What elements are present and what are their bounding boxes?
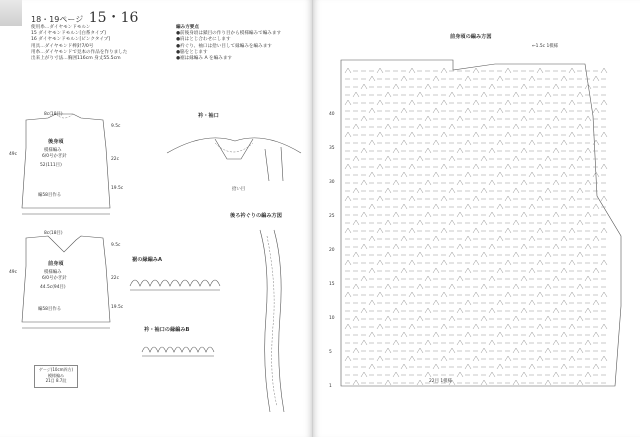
front-title: 前身頃: [48, 261, 64, 267]
back-title: 後身頃: [48, 139, 64, 145]
row-num: 30: [329, 180, 335, 185]
page-ref: 18・19ページ: [31, 15, 84, 24]
back-dim-1: 9.5c: [111, 124, 121, 129]
right-page: [313, 0, 640, 437]
front-width: 44.5c(94目): [40, 285, 66, 290]
edge-b-chart: [140, 338, 230, 360]
instruction-notes: [176, 25, 306, 62]
spec-line: 15 ダイヤモンドモルン[白系タイプ]: [31, 31, 106, 37]
repeat-top: ←1.5c 1模様: [532, 44, 559, 49]
note-line: ●衿ぐり、袖口は拾い目して縁編みを編みます: [176, 43, 272, 49]
front-hem: 編58目作る: [38, 307, 62, 312]
materials-spec: [31, 25, 176, 62]
back-hem: 編58目作る: [38, 193, 62, 198]
back-top: 8c(18目): [44, 112, 63, 117]
row-num: 35: [329, 146, 335, 151]
right-title: 前身頃の編み方図: [450, 34, 492, 40]
sleeve-title: 衿・袖口: [198, 113, 219, 119]
row-num: 15: [329, 282, 335, 287]
row-num: 1: [329, 384, 332, 389]
gauge-line1: 模様編み: [48, 372, 64, 378]
size-label: 15・16: [88, 10, 139, 26]
front-dim-3: 19.5c: [111, 305, 124, 310]
neck-title: 後ろ衿ぐりの編み方図: [230, 213, 282, 219]
row-num: 40: [329, 112, 335, 117]
front-top: 8c(18目): [44, 231, 63, 236]
front-dim-1: 9.5c: [111, 243, 121, 248]
gauge-line2: 21目 8.7段: [45, 378, 67, 383]
spec-line: 16 ダイヤモンドモルン[ピンクタイプ]: [31, 37, 111, 43]
spec-line: 使用糸…ダイヤモンドモルン: [31, 25, 91, 30]
note-line: ●肩はとじ合わせにします: [176, 37, 231, 43]
repeat-bottom: 22目 1模様: [429, 379, 452, 384]
gauge-title: ゲージ(10cm四方): [38, 367, 74, 372]
row-num: 20: [329, 248, 335, 253]
back-width: 52(111目): [40, 163, 62, 168]
row-num: 5: [329, 350, 332, 355]
back-sub2: 6/0号かぎ針: [42, 154, 67, 159]
left-page: [0, 0, 313, 437]
back-side: 49c: [9, 152, 18, 157]
row-num: 25: [329, 214, 335, 219]
edge-a-chart: [128, 268, 228, 298]
front-side: 49c: [9, 270, 18, 275]
sleeve-schematic: [165, 125, 305, 195]
notes-title: 編み方要点: [176, 25, 199, 30]
spec-line: 用糸…ダイヤモンドで見本の作品を作りました: [31, 49, 128, 55]
note-line: ●脇をとじます: [176, 49, 208, 55]
gauge-box: [34, 365, 78, 388]
note-line: ●前後身頃は鎖目の作り目から模様編みで編みます: [176, 31, 282, 37]
back-dim-3: 19.5c: [111, 186, 124, 191]
note-line: ●裾は縁編み A を編みます: [176, 56, 233, 62]
front-sub1: 模様編み: [44, 270, 62, 275]
sleeve-sub: 拾い目: [232, 187, 246, 192]
back-dim-2: 22c: [111, 157, 120, 162]
front-sub2: 6/0号かぎ針: [42, 276, 67, 281]
spec-line: 出来上がり寸法…胸囲116cm 身丈55.5cm: [31, 56, 121, 62]
stitch-chart: [335, 56, 623, 396]
neck-chart: [240, 226, 310, 416]
spec-line: 用具…ダイヤモンド棒針7/0号: [31, 43, 94, 49]
row-num: 10: [329, 316, 335, 321]
page-header: [31, 7, 138, 27]
back-sub1: 模様編み: [44, 148, 62, 153]
edge-a-title: 裾の縁編みA: [132, 257, 162, 263]
edge-b-title: 衿・袖口の縁編みB: [144, 327, 190, 333]
model-photo-thumbnail: [0, 0, 22, 26]
front-dim-2: 22c: [111, 276, 120, 281]
